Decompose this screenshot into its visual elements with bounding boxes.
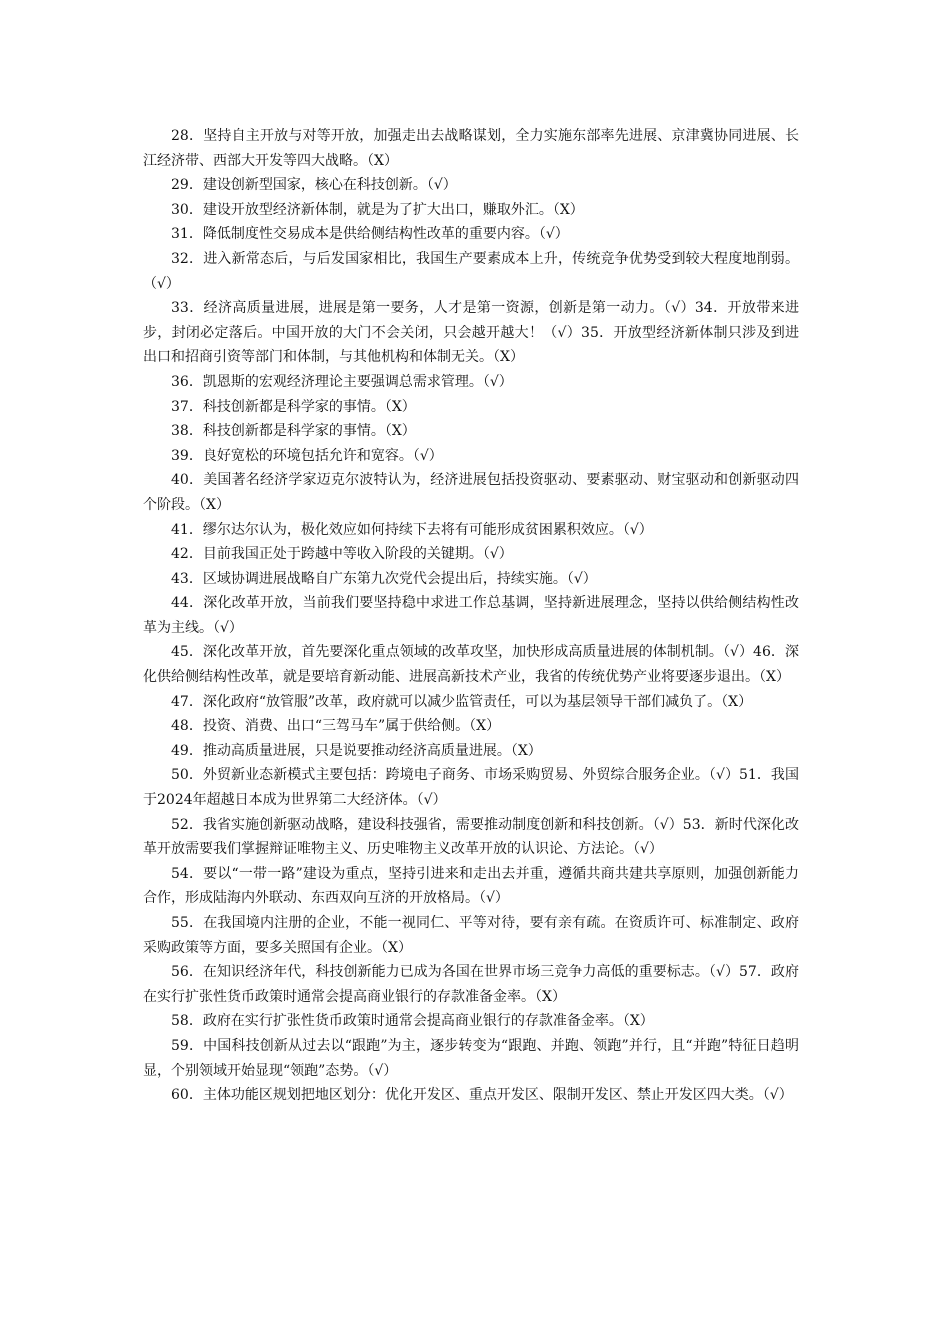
question-56-57: 56．在知识经济年代，科技创新能力已成为各国在世界市场三竞争力高低的重要标志。（√）57．政府在实行扩张性货币政策时通常会提高商业银行的存款准备金率。（X） bbox=[143, 964, 799, 1005]
question-28: 28．坚持自主开放与对等开放，加强走出去战略谋划，全力实施东部率先进展、京津冀协同进展、长江经济带、西部大开发等四大战略。（X） bbox=[143, 128, 799, 169]
question-52-53: 52．我省实施创新驱动战略，建设科技强省，需要推动制度创新和科技创新。（√）53．新时代深化改革开放需要我们掌握辩证唯物主义、历史唯物主义改革开放的认识论、方法论。（√） bbox=[143, 816, 799, 858]
question-60: 60．主体功能区规划把地区划分：优化开发区、重点开发区、限制开发区、禁止开发区四大类。（√） bbox=[171, 1087, 793, 1104]
question-49: 49．推动高质量进展，只是说要推动经济高质量进展。（X） bbox=[171, 742, 542, 759]
question-33-35: 33．经济高质量进展，进展是第一要务，人才是第一资源，创新是第一动力。（√）34．开放带来进步，封闭必定落后。中国开放的大门不会关闭，只会越开越大！（√）35．开放型经济新体制只涉及到进出口和招商引资等部门和体制，与其他机构和体制无关。（X） bbox=[143, 300, 799, 366]
question-48: 48．投资、消费、出口“三驾马车”属于供给侧。（X） bbox=[171, 718, 501, 735]
question-59: 59．中国科技创新从过去以“跟跑”为主，逐步转变为“跟跑、并跑、领跑”并行，且“并跑”特征日趋明显，个别领域开始显现“领跑”态势。（√） bbox=[143, 1037, 799, 1079]
question-58: 58．政府在实行扩张性货币政策时通常会提高商业银行的存款准备金率。（X） bbox=[171, 1013, 654, 1030]
question-44: 44．深化改革开放，当前我们要坚持稳中求进工作总基调，坚持新进展理念，坚持以供给侧结构性改革为主线。（√） bbox=[143, 595, 799, 636]
question-39: 39．良好宽松的环境包括允许和宽容。（√） bbox=[171, 447, 443, 464]
question-31: 31．降低制度性交易成本是供给侧结构性改革的重要内容。（√） bbox=[171, 226, 569, 243]
question-54: 54．要以“一带一路”建设为重点，坚持引进来和走出去并重，遵循共商共建共享原则，加强创新能力合作，形成陆海内外联动、东西双向互济的开放格局。（√） bbox=[143, 865, 799, 907]
question-47: 47．深化政府“放管服”改革，政府就可以减少监管责任，可以为基层领导干部们减负了。（X） bbox=[171, 693, 753, 710]
question-36: 36．凯恩斯的宏观经济理论主要强调总需求管理。（√） bbox=[171, 373, 513, 390]
question-38: 38．科技创新都是科学家的事情。（X） bbox=[171, 423, 416, 440]
question-42: 42．目前我国正处于跨越中等收入阶段的关键期。（√） bbox=[171, 546, 513, 563]
question-30: 30．建设开放型经济新体制，就是为了扩大出口，赚取外汇。（X） bbox=[171, 201, 584, 218]
question-29: 29．建设创新型国家，核心在科技创新。（√） bbox=[171, 177, 457, 194]
question-32: 32．进入新常态后，与后发国家相比，我国生产要素成本上升，传统竞争优势受到较大程度地削弱。（√） bbox=[143, 250, 799, 292]
question-50-51: 50．外贸新业态新模式主要包括：跨境电子商务、市场采购贸易、外贸综合服务企业。（√）51．我国于2024年超越日本成为世界第二大经济体。（√） bbox=[143, 767, 799, 809]
question-55: 55．在我国境内注册的企业，不能一视同仁、平等对待，要有亲有疏。在资质许可、标准制定、政府采购政策等方面，要多关照国有企业。（X） bbox=[143, 915, 799, 956]
question-43: 43．区域协调进展战略自广东第九次党代会提出后，持续实施。（√） bbox=[171, 570, 597, 587]
question-40: 40．美国著名经济学家迈克尔波特认为，经济进展包括投资驱动、要素驱动、财宝驱动和创新驱动四个阶段。（X） bbox=[143, 472, 799, 513]
question-41: 41．缪尔达尔认为，极化效应如何持续下去将有可能形成贫困累积效应。（√） bbox=[171, 521, 653, 538]
question-45-46: 45．深化改革开放，首先要深化重点领域的改革攻坚，加快形成高质量进展的体制机制。（√）46．深化供给侧结构性改革，就是要培育新动能、进展高新技术产业，我省的传统优势产业将要逐步退出。（X） bbox=[143, 644, 799, 686]
document-body bbox=[143, 124, 799, 1108]
question-37: 37．科技创新都是科学家的事情。（X） bbox=[171, 398, 416, 415]
